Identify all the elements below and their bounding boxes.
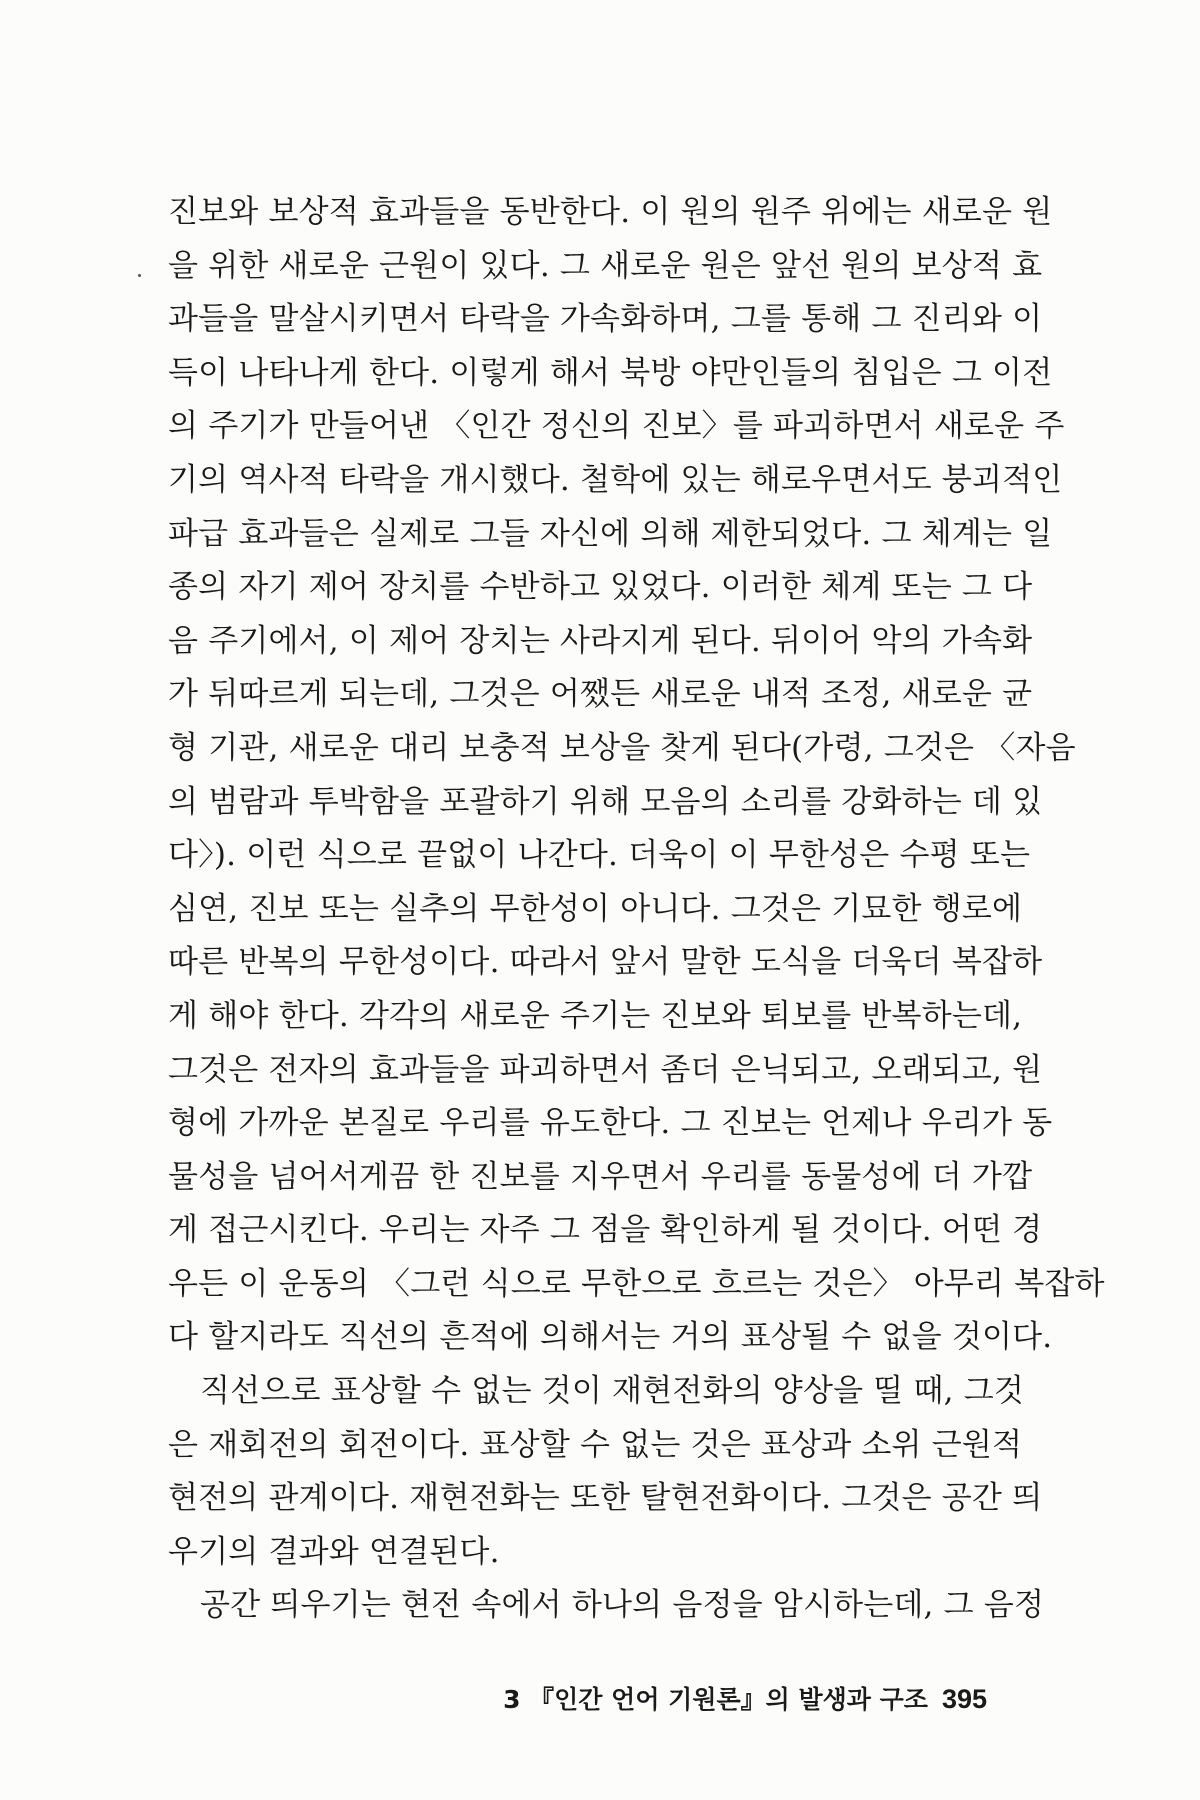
text-line: 은 재회전의 회전이다. 표상할 수 없는 것은 표상과 소위 근원적: [168, 1426, 1023, 1463]
text-line: 종의 자기 제어 장치를 수반하고 있었다. 이러한 체계 또는 그 다: [168, 569, 1033, 606]
text-line: 심연, 진보 또는 실추의 무한성이 아니다. 그것은 기묘한 행로에: [168, 890, 1023, 927]
text-line: 파급 효과들은 실제로 그들 자신에 의해 제한되었다. 그 체계는 일: [168, 515, 1053, 552]
text-line: 을 위한 새로운 근원이 있다. 그 새로운 원은 앞선 원의 보상적 효: [168, 247, 1043, 284]
body-text: [168, 186, 1105, 1633]
text-line: 진보와 보상적 효과들을 동반한다. 이 원의 원주 위에는 새로운 원: [168, 194, 1053, 230]
page-footer: [503, 1680, 987, 1716]
text-line: 따른 반복의 무한성이다. 따라서 앞서 말한 도식을 더욱더 복잡하: [168, 944, 1043, 981]
text-line-paragraph-start: 직선으로 표상할 수 없는 것이 재현전화의 양상을 띨 때, 그것: [200, 1373, 1025, 1410]
text-line: 과들을 말살시키면서 타락을 가속화하며, 그를 통해 그 진리와 이: [168, 301, 1043, 338]
stray-ink-mark: [138, 274, 141, 277]
running-head: 3 『인간 언어 기원론』의 발생과 구조: [503, 1685, 928, 1714]
text-line: 다〉). 이런 식으로 끝없이 나간다. 더욱이 이 무한성은 수평 또는: [168, 837, 1031, 874]
text-line: 기의 역사적 타락을 개시했다. 철학에 있는 해로우면서도 붕괴적인: [168, 461, 1063, 498]
text-line: 게 해야 한다. 각각의 새로운 주기는 진보와 퇴보를 반복하는데,: [168, 997, 1023, 1034]
text-line: 형에 가까운 본질로 우리를 유도한다. 그 진보는 언제나 우리가 동: [168, 1105, 1053, 1142]
text-line-paragraph-start: 공간 띄우기는 현전 속에서 하나의 음정을 암시하는데, 그 음정: [200, 1587, 1045, 1624]
text-line: 물성을 넘어서게끔 한 진보를 지우면서 우리를 동물성에 더 가깝: [168, 1158, 1033, 1195]
text-line: 그것은 전자의 효과들을 파괴하면서 좀더 은닉되고, 오래되고, 원: [168, 1051, 1043, 1088]
text-line-paragraph-end: 우기의 결과와 연결된다.: [168, 1533, 500, 1570]
text-line: 음 주기에서, 이 제어 장치는 사라지게 된다. 뒤이어 악의 가속화: [168, 622, 1033, 659]
text-line: 가 뒤따르게 되는데, 그것은 어쨌든 새로운 내적 조정, 새로운 균: [168, 676, 1033, 713]
text-line: 득이 나타나게 한다. 이렇게 해서 북방 야만인들의 침입은 그 이전: [168, 354, 1053, 391]
text-line: 게 접근시킨다. 우리는 자주 그 점을 확인하게 될 것이다. 어떤 경: [168, 1212, 1043, 1249]
page-number: 395: [941, 1684, 987, 1714]
text-line: 의 주기가 만들어낸 〈인간 정신의 진보〉를 파괴하면서 새로운 주: [168, 408, 1065, 445]
text-line-paragraph-end: 다 할지라도 직선의 흔적에 의해서는 거의 표상될 수 없을 것이다.: [168, 1319, 1053, 1356]
text-line: 형 기관, 새로운 대리 보충적 보상을 찾게 된다(가령, 그것은 〈자음: [168, 729, 1076, 766]
text-line: 현전의 관계이다. 재현전화는 또한 탈현전화이다. 그것은 공간 띄: [168, 1480, 1043, 1517]
text-line: 우든 이 운동의 〈그런 식으로 무한으로 흐르는 것은〉 아무리 복잡하: [168, 1265, 1105, 1302]
text-line: 의 범람과 투박함을 포괄하기 위해 모음의 소리를 강화하는 데 있: [168, 783, 1043, 820]
